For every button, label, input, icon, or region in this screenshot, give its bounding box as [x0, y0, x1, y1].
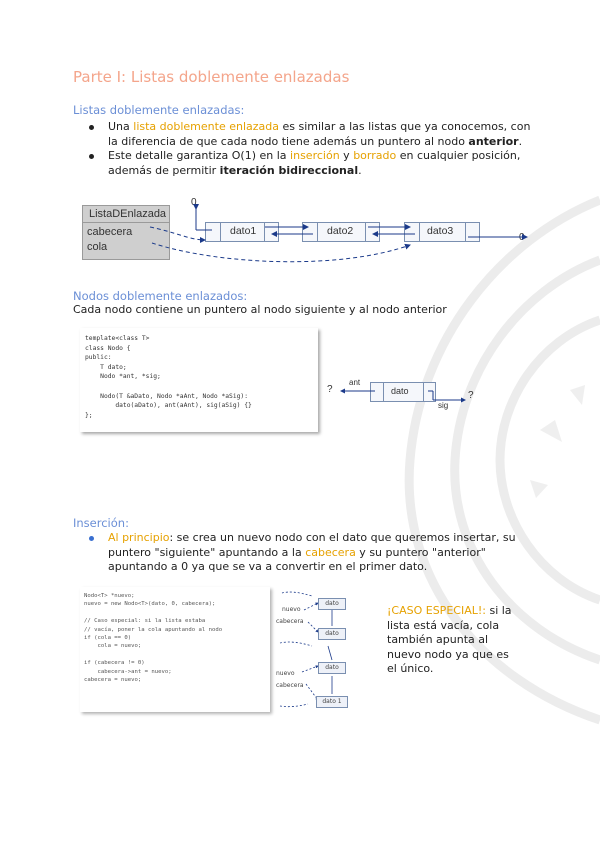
node-diagram: [325, 370, 495, 415]
field-cola: cola: [87, 241, 108, 253]
page-title: Parte I: Listas doblemente enlazadas: [73, 68, 350, 86]
node-3-label: dato3: [427, 225, 454, 237]
ant-label: ant: [349, 378, 361, 387]
list-item: Una lista doblemente enlazada es similar a las listas que ya conocemos, con la diferencia de que cada nodo tiene además un puntero al nodo anterior.: [108, 120, 533, 149]
list-item: Este detalle garantiza O(1) en la inserción y borrado en cualquier posición, además de permitir iteración bidireccional.: [108, 149, 533, 178]
special-case-label: ¡CASO ESPECIAL!:: [387, 604, 486, 617]
node-dato1: dato 1: [316, 696, 348, 708]
special-case-text: si la lista está vacía, cola también apunta al nuevo nodo ya que es el único.: [387, 604, 512, 675]
node-dato: dato: [318, 628, 346, 640]
code-text: template<class T> class Nodo { public: T dato; Nodo *ant, *sig; Nodo(T &aDato, Nodo *aAnt, Nodo *aSig): dato(aDato), ant(aAnt), sig(aSig) {} };: [85, 335, 252, 419]
bullet-icon: [89, 536, 94, 541]
field-cabecera: cabecera: [87, 226, 133, 238]
class-name: ListaDEnlazada: [89, 208, 167, 220]
null-label-top: 0: [191, 197, 197, 208]
node-label: dato: [391, 386, 409, 396]
code-block-nodo: [80, 328, 318, 432]
label-cabecera: cabecera: [276, 618, 304, 625]
arrows: [325, 370, 495, 415]
node-1-label: dato1: [230, 225, 257, 237]
node-2-label: dato2: [327, 225, 354, 237]
section2-text: Cada nodo contiene un puntero al nodo siguiente y al nodo anterior: [73, 303, 447, 316]
special-case-note: [387, 604, 522, 677]
section-heading-insercion: Inserción:: [73, 516, 129, 530]
node-nuevo: dato: [318, 598, 346, 610]
bullet-icon: [89, 125, 94, 130]
section-heading-nodos: Nodos doblemente enlazados:: [73, 289, 248, 303]
node-nuevo-2: dato: [318, 662, 346, 674]
code-text: Nodo<T> *nuevo; nuevo = new Nodo<T>(dato, 0, cabecera); // Caso especial: si la lista estaba // vacía, poner la cola apuntando al nodo if (cola == 0) cola = nuevo; if (cabecera != 0) cabecera->ant = nuevo; cabecera = nuevo;: [84, 593, 223, 684]
arrows: [80, 200, 540, 270]
null-label-right: 0: [519, 232, 525, 243]
q-left: ?: [327, 384, 333, 395]
bullet-icon: [89, 154, 94, 159]
section-heading-listas: Listas doblemente enlazadas:: [73, 103, 245, 117]
sig-label: sig: [438, 401, 449, 410]
linked-list-diagram: [80, 197, 540, 270]
label-nuevo: nuevo: [282, 606, 301, 613]
code-block-insercion: [80, 587, 270, 712]
label-nuevo-2: nuevo: [276, 670, 295, 677]
label-cabecera-2: cabecera: [276, 682, 304, 689]
list-item: Al principio: se crea un nuevo nodo con el dato que queremos insertar, su puntero "siguiente" apuntando a la cabecera y su puntero "anterior" apuntando a 0 ya que se va a convertir en el primer dato.: [108, 531, 526, 575]
q-right: ?: [468, 390, 474, 401]
section3-bullet: [108, 531, 526, 575]
section1-bullets: [108, 120, 533, 178]
insertion-diagram: [272, 588, 378, 713]
